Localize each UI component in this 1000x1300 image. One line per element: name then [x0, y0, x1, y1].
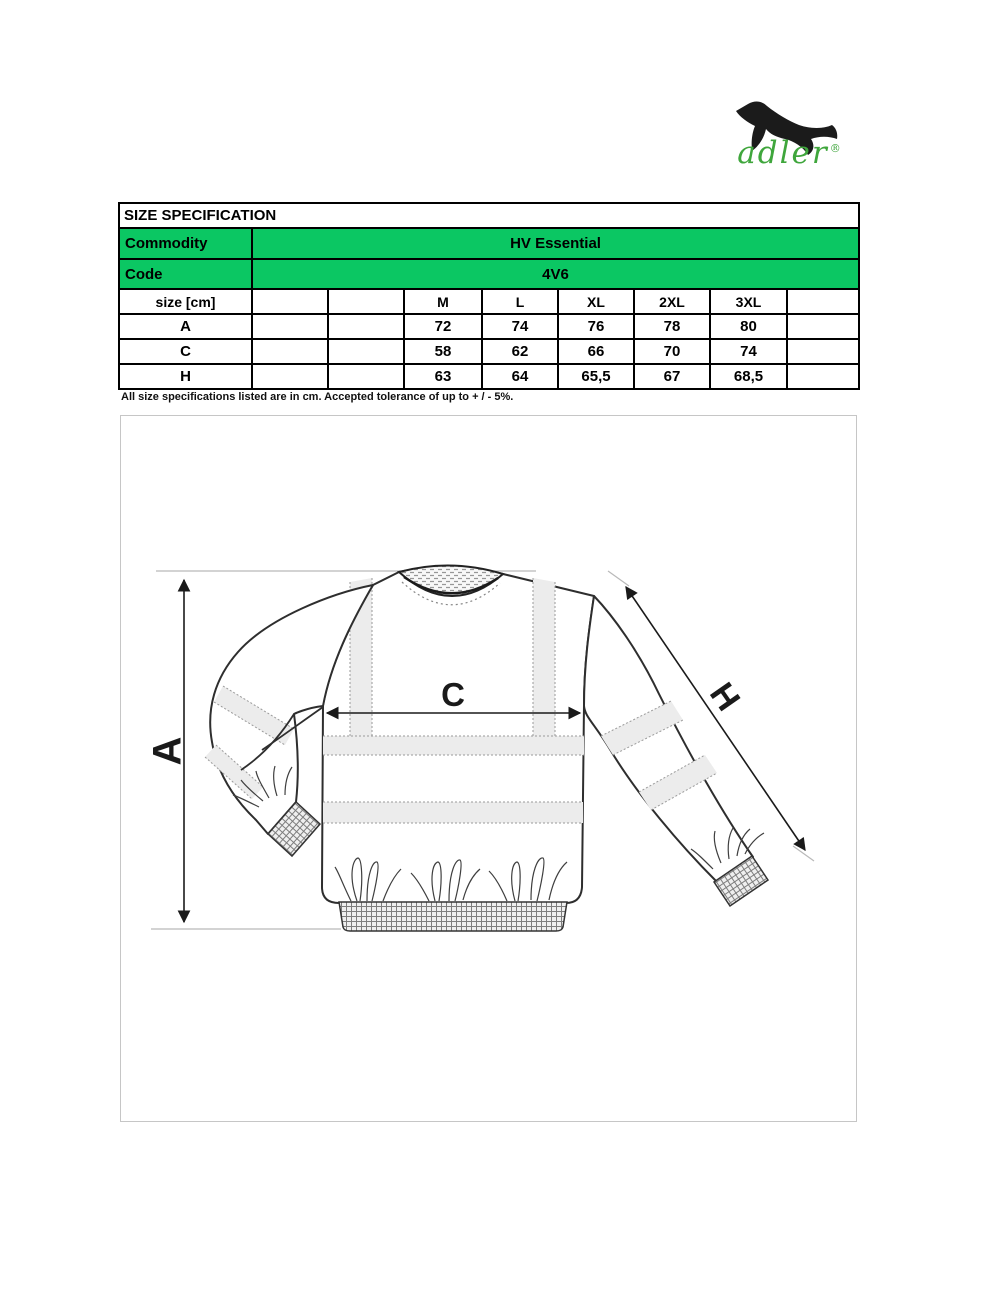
registered-mark: ®	[829, 141, 841, 155]
dim-label-a: A	[145, 736, 190, 766]
cell: 66	[558, 339, 634, 364]
cell: 62	[482, 339, 558, 364]
measurement-row-h	[119, 364, 859, 389]
table-title-row	[119, 203, 859, 228]
cell	[328, 364, 404, 389]
cell	[787, 314, 859, 339]
col-header	[328, 289, 404, 314]
col-header-3xl: 3XL	[710, 289, 787, 314]
cell	[787, 339, 859, 364]
dim-label-h: H	[702, 675, 748, 718]
cell: 72	[404, 314, 482, 339]
cell: 70	[634, 339, 710, 364]
cell: 78	[634, 314, 710, 339]
row-label: H	[119, 364, 252, 389]
size-label: size [cm]	[119, 289, 252, 314]
cell: 58	[404, 339, 482, 364]
garment-body	[322, 565, 594, 931]
col-header-m: M	[404, 289, 482, 314]
col-header-xl: XL	[558, 289, 634, 314]
cell	[252, 314, 328, 339]
cell: 80	[710, 314, 787, 339]
col-header-l: L	[482, 289, 558, 314]
cell	[328, 339, 404, 364]
row-label: A	[119, 314, 252, 339]
cell: 63	[404, 364, 482, 389]
size-header-row	[119, 289, 859, 314]
size-spec-table	[118, 202, 860, 390]
cell	[328, 314, 404, 339]
cell: 74	[710, 339, 787, 364]
right-sleeve	[584, 596, 768, 906]
sweatshirt-drawing	[121, 416, 856, 1121]
adler-logo	[728, 96, 858, 186]
cell	[252, 339, 328, 364]
tolerance-note: All size specifications listed are in cm. Accepted tolerance of up to + / - 5%.	[121, 391, 514, 403]
code-row	[119, 259, 859, 289]
cell	[252, 364, 328, 389]
row-label: C	[119, 339, 252, 364]
brand-text: adler®	[737, 135, 841, 171]
code-label: Code	[119, 259, 252, 289]
measurement-row-a	[119, 314, 859, 339]
cell: 67	[634, 364, 710, 389]
cell: 64	[482, 364, 558, 389]
col-header	[252, 289, 328, 314]
cell: 68,5	[710, 364, 787, 389]
cell: 65,5	[558, 364, 634, 389]
cell: 76	[558, 314, 634, 339]
cell: 74	[482, 314, 558, 339]
ribbed-hem	[339, 902, 567, 931]
garment-diagram	[120, 415, 857, 1122]
col-header	[787, 289, 859, 314]
commodity-row	[119, 228, 859, 259]
commodity-value: HV Essential	[252, 228, 859, 259]
table-title: SIZE SPECIFICATION	[119, 203, 859, 228]
code-value: 4V6	[252, 259, 859, 289]
dim-label-c: C	[441, 676, 465, 713]
col-header-2xl: 2XL	[634, 289, 710, 314]
measurement-row-c	[119, 339, 859, 364]
commodity-label: Commodity	[119, 228, 252, 259]
cell	[787, 364, 859, 389]
